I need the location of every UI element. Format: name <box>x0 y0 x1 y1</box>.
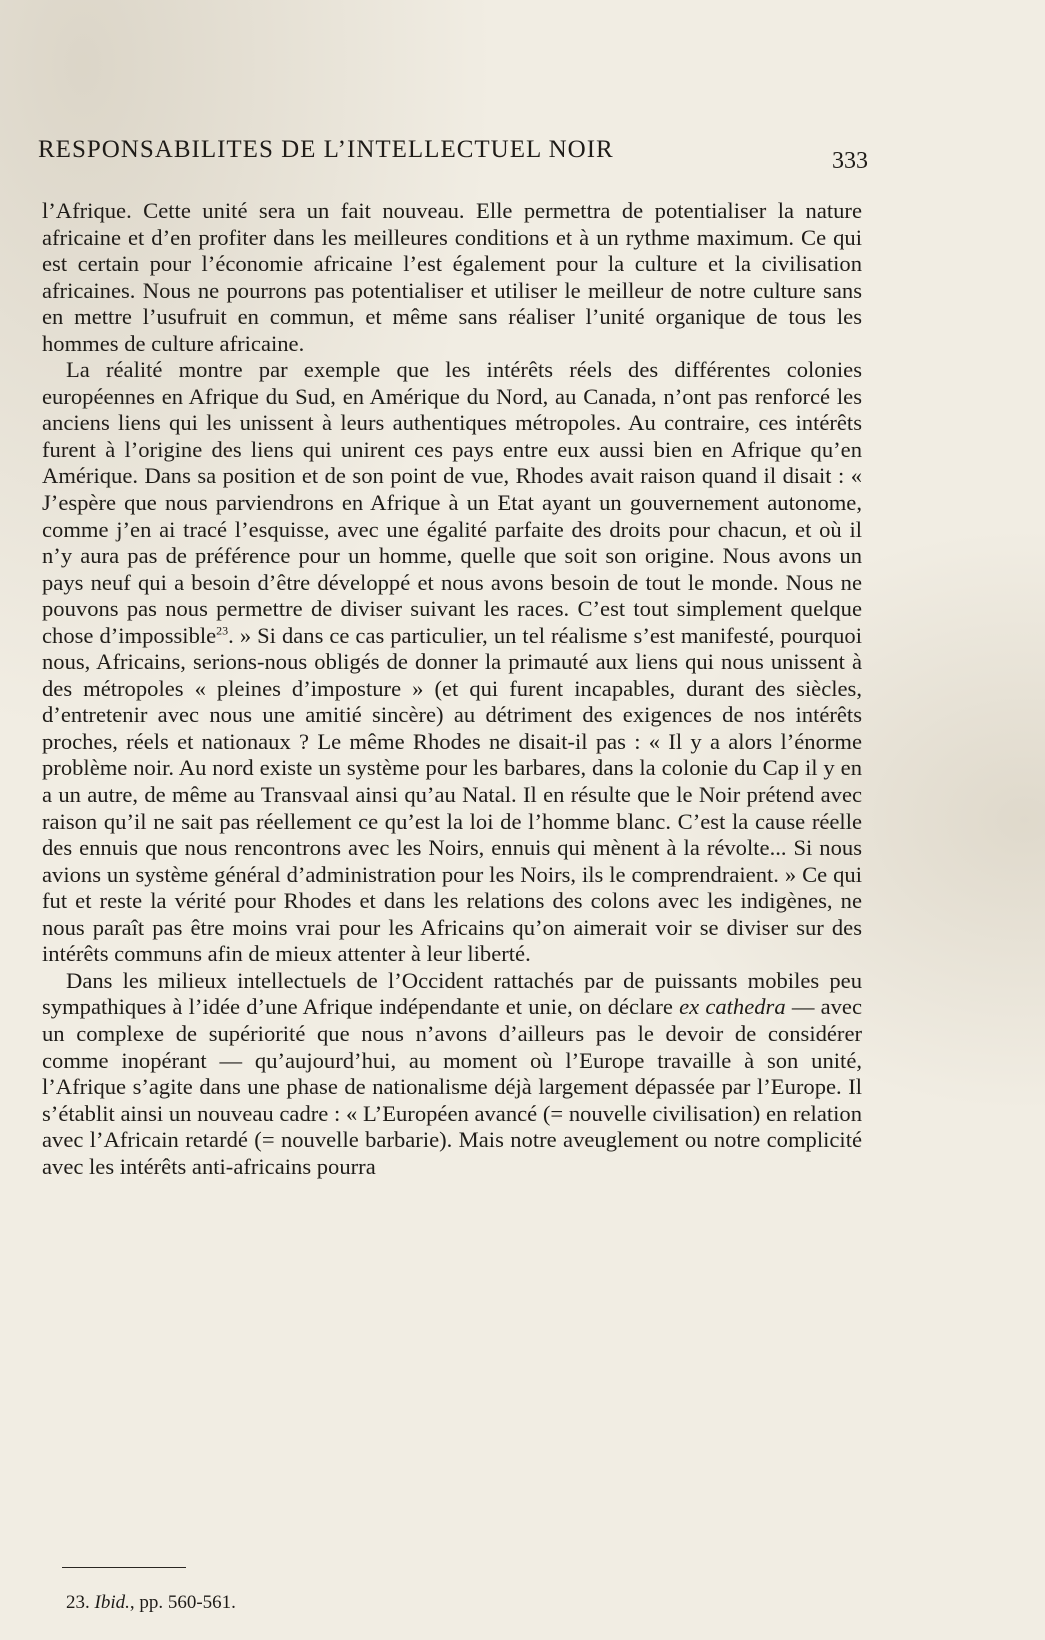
paragraph-2 <box>42 357 862 968</box>
paragraph-3 <box>42 968 862 1180</box>
running-title: RESPONSABILITES DE L’INTELLECTUEL NOIR <box>38 136 614 163</box>
page-number: 333 <box>832 148 868 174</box>
footnote-pages: , pp. 560-561. <box>129 1592 236 1613</box>
paragraph-2-part-b: . » Si dans ce cas particulier, un tel réalisme s’est manifesté, pourquoi nous, Africains, serions-nous obligés de donner la primauté aux liens qui nous unissent à des métropoles « pleines d’imposture » (et qui furent incapables, durant des siècles, d’entretenir avec nous une amitié sincère) au détriment des exigences de nos intérêts proches, réels et nationaux ? Le même Rhodes ne disait-il pas : « Il y a alors l’énorme problème noir. Au nord existe un système pour les barbares, dans la colonie du Cap il y en a un autre, de même au Transvaal ainsi qu’au Natal. Il en résulte que le Noir prétend avec raison qu’il ne sait pas réellement ce qu’est la loi de l’homme blanc. C’est la cause réelle des ennuis que nous rencontrons avec les Noirs, ennuis qui mènent à la révolte... Si nous avions un système général d’administration pour les Noirs, ils le comprendraient. » Ce qui fut et reste la vérité pour Rhodes et dans les relations des colons avec les indigènes, ne nous paraît pas être moins vrai pour les Africains qu’on aimerait voir se diviser sur des intérêts communs afin de mieux attenter à leur liberté. <box>42 622 862 967</box>
running-header <box>38 136 868 174</box>
paragraph-1: l’Afrique. Cette unité sera un fait nouveau. Elle permettra de potentialiser la nature africaine et d’en profiter dans les meilleures conditions et à un rythme maximum. Ce qui est certain pour l’économie africaine l’est également pour la culture et la civilisation africaines. Nous ne pourrons pas potentialiser et utiliser le meilleur de notre culture sans en mettre l’usufruit en commun, et même sans réaliser l’unité organique de tous les hommes de culture africaine. <box>42 198 862 356</box>
footnote-reference: 23 <box>216 623 229 638</box>
paragraph-3-part-a: Dans les milieux intellectuels de l’Occident rattachés par de puissants mobiles peu sympathiques à l’idée d’une Afrique indépendante et unie, on déclare <box>42 967 862 1020</box>
paragraph-3-part-b: — avec un complexe de supériorité que nous n’avons d’ailleurs pas le devoir de considérer comme inopérant — qu’aujourd’hui, au moment où l’Europe travaille à son unité, l’Afrique s’agite dans une phase de nationalisme déjà largement dépassée par l’Europe. Il s’établit ainsi un nouveau cadre : « L’Européen avancé (= nouvelle civilisation) en relation avec l’Africain retardé (= nouvelle barbarie). Mais notre aveuglement ou notre complicité avec les intérêts anti-africains pourra <box>42 994 862 1179</box>
footnote-ibid: Ibid. <box>94 1592 130 1613</box>
footnote-number: 23. <box>66 1592 90 1613</box>
footnote-divider <box>62 1567 186 1568</box>
paragraph-3-italic: ex cathedra <box>679 994 786 1020</box>
paragraph-2-part-a: La réalité montre par exemple que les intérêts réels des différentes colonies européennes en Afrique du Sud, en Amérique du Nord, au Canada, n’ont pas renforcé les anciens liens qui les unissent à leurs authentiques métropoles. Au contraire, ces intérêts furent à l’origine des liens qui unirent ces pays entre eux aussi bien en Afrique qu’en Amérique. Dans sa position et de son point de vue, Rhodes avait raison quand il disait : « J’espère que nous parviendrons en Afrique à un Etat ayant un gouvernement autonome, comme j’en ai tracé l’esquisse, avec une égalité parfaite des droits pour chacun, et où il n’y aura pas de préférence pour un homme, quelle que soit son origine. Nous avons un pays neuf qui a besoin d’être développé et nous avons besoin de tout le monde. Nous ne pouvons pas nous permettre de diviser suivant les races. C’est tout simplement quelque chose d’impossible <box>42 357 862 648</box>
footnote <box>66 1592 236 1614</box>
body-text <box>42 198 862 1180</box>
